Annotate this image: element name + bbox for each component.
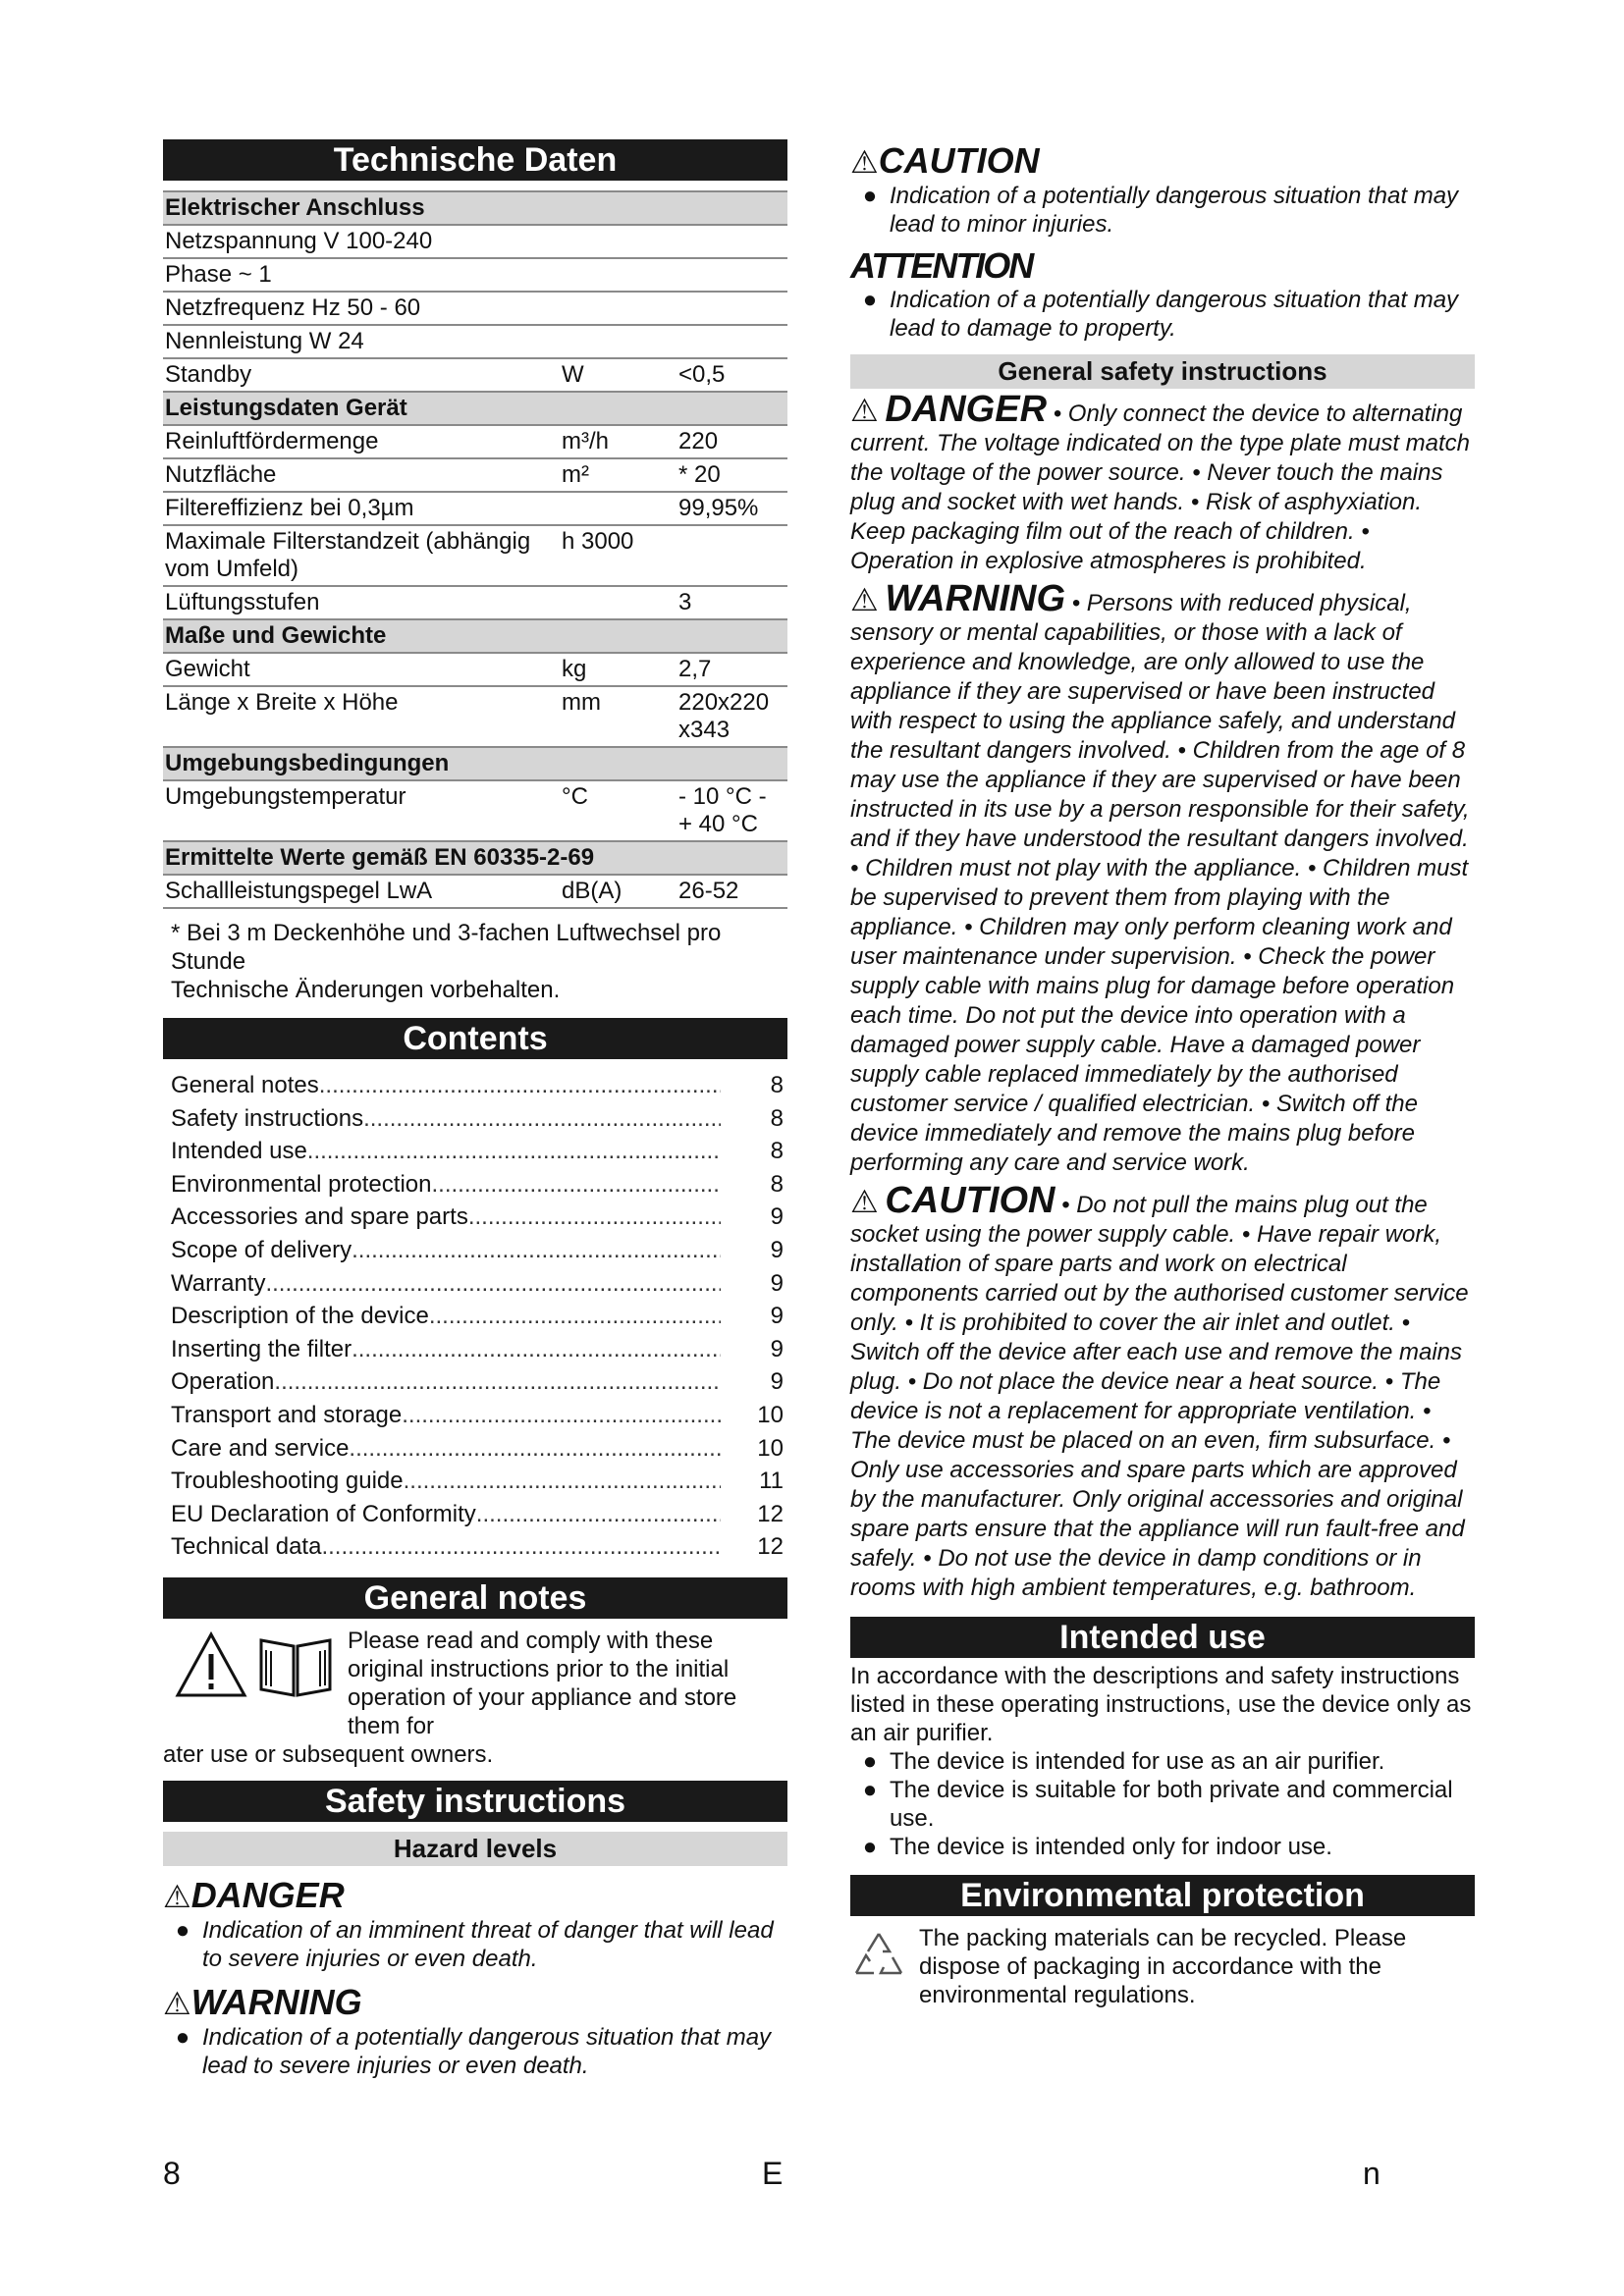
hazard-levels-heading: Hazard levels [163,1832,787,1866]
table-row [163,225,787,258]
contents-item[interactable] [163,1069,787,1102]
danger-level-item: ● Indication of an imminent threat of danger that will lead to severe injuries or even death. [175,1916,774,1972]
contents-item[interactable] [163,1201,787,1234]
contents-leader-dots [274,1365,721,1399]
contents-item-page: 12 [757,1533,784,1561]
environmental-text: The packing materials can be recycled. Please dispose of packaging in accordance with the environmental regulations. [919,1925,1407,2008]
page-number: 8 [163,2156,181,2191]
technische-daten-heading: Technische Daten [163,139,787,181]
caution-paragraph [850,1180,1475,1603]
contents-leader-dots [265,1267,721,1301]
table-cell: °C [560,780,677,841]
contents-item[interactable] [163,1102,787,1136]
table-cell [560,492,677,525]
contents-item-title: Operation [171,1368,275,1396]
contents-leader-dots [404,1465,721,1498]
table-row [163,586,787,619]
danger-keyword: DANGER [885,389,1048,430]
warning-paragraph [850,578,1475,1178]
caution-level-item: ● Indication of a potentially dangerous situation that may lead to minor injuries. [862,183,1459,238]
technische-daten-notes [171,919,787,1004]
table-cell [560,586,677,619]
table-cell: dB(A) [560,875,677,908]
contents-leader-dots [363,1102,721,1136]
table-row [163,458,787,492]
table-cell: Netzspannung V 100-240 [163,225,560,258]
contents-leader-dots [468,1201,721,1234]
table-cell: Nutzfläche [163,458,560,492]
contents-item-title: General notes [171,1072,319,1098]
table-cell: Phase ~ 1 [163,258,560,292]
language-letter-1: E [762,2156,784,2191]
contents-item-title: Environmental protection [171,1170,432,1198]
contents-item-page: 8 [770,1138,784,1165]
table-cell: Nennleistung W 24 [163,325,560,358]
caution-text: • Do not pull the mains plug out the socket using the power supply cable. • Have repair work, installation of spare parts and work on electrical components carried out by the authorised customer service only. • It is prohibited to cover the air inlet and outlet. • Switch off the device after each use and remove the mains plug. • Do not place the device near a heat source. • The device is not a replacement for appropriate ventilation. • The device must be placed on an even, firm subsurface. • Only use accessories and spare parts which are approved by the manufacturer. Only original accessories and original spare parts ensure that the appliance will run fault-free and safely. • Do not use the device in damp conditions or in rooms with high ambient temperatures, e.g. bathroom. [850,1192,1469,1601]
table-cell [677,325,787,358]
table-cell: - 10 °C - + 40 °C [677,780,787,841]
contents-leader-dots [352,1234,721,1267]
footnote: * Bei 3 m Deckenhöhe und 3-fachen Luftwechsel pro Stunde [171,920,722,975]
contents-item-page: 9 [770,1335,784,1362]
table-cell [560,292,677,325]
table-cell: Netzfrequenz Hz 50 - 60 [163,292,560,325]
table-cell [677,292,787,325]
table-cell: Lüftungsstufen [163,586,560,619]
section-title: Umgebungsbedingungen [163,747,787,780]
language-letter-2: n [1363,2156,1380,2191]
environmental-block [850,1924,1475,2009]
table-cell: 220x220 x343 [677,686,787,747]
contents-item-title: EU Declaration of Conformity [171,1500,476,1527]
warning-triangle-icon: ⚠ [850,393,879,428]
contents-item-page: 10 [757,1434,784,1462]
danger-text: • Only connect the device to alternating current. The voltage indicated on the type plate must match the voltage of the power source. • Never touch the mains plug and socket with wet hands. • Risk of asphyxiation. Keep packaging film out of the reach of children. • Operation in explosive atmospheres is prohibited. [850,400,1471,574]
table-cell: Standby [163,358,560,392]
contents-leader-dots [319,1069,721,1102]
contents-item[interactable] [163,1300,787,1333]
table-cell: 99,95% [677,492,787,525]
table-cell: Umgebungstemperatur [163,780,560,841]
warning-keyword: WARNING [885,578,1066,619]
table-cell: h 3000 [560,525,677,586]
contents-item[interactable] [163,1168,787,1201]
danger-level-title: ⚠DANGER [163,1874,345,1915]
contents-leader-dots [352,1333,721,1366]
attention-level-title: ATTENTION [850,245,1033,286]
table-cell [560,325,677,358]
contents-item-page: 8 [770,1170,784,1198]
contents-item-title: Accessories and spare parts [171,1203,468,1231]
table-cell: Schallleistungspegel LwA [163,875,560,908]
contents-item-page: 9 [770,1269,784,1297]
contents-item-title: Transport and storage [171,1401,403,1428]
left-column [163,139,787,2080]
general-notes-tail: ater use or subsequent owners. [163,1740,494,1768]
contents-item-page: 10 [757,1401,784,1428]
warning-triangle-icon: ⚠ [163,1985,191,2021]
contents-item-title: Scope of delivery [171,1236,352,1263]
warning-level-title: ⚠WARNING [163,1981,362,2022]
section-title: Ermittelte Werte gemäß EN 60335-2-69 [163,841,787,875]
table-cell: 26-52 [677,875,787,908]
manual-book-icon [257,1630,334,1699]
safety-instructions-heading: Safety instructions [163,1781,787,1822]
contents-item[interactable] [163,1432,787,1466]
table-row [163,525,787,586]
table-row [163,686,787,747]
contents-item-page: 9 [770,1236,784,1263]
contents-item[interactable] [163,1399,787,1432]
caution-level-title: ⚠CAUTION [850,140,1040,181]
general-notes-icons [163,1627,348,1740]
table-row [163,425,787,458]
table-row [163,875,787,908]
contents-item[interactable] [163,1135,787,1168]
table-cell: mm [560,686,677,747]
intended-use-item: ● The device is intended for use as an air purifier. [862,1748,1385,1775]
table-row [163,358,787,392]
general-safety-heading: General safety instructions [850,354,1475,389]
contents-leader-dots [349,1432,721,1466]
table-cell [677,258,787,292]
warning-triangle-icon: ⚠ [850,1184,879,1219]
table-row [163,258,787,292]
contents-leader-dots [321,1530,721,1564]
table-row [163,653,787,686]
contents-item-title: Safety instructions [171,1104,364,1132]
table-section-row [163,392,787,425]
table-cell: <0,5 [677,358,787,392]
environmental-protection-heading: Environmental protection [850,1875,1475,1916]
table-cell: Länge x Breite x Höhe [163,686,560,747]
contents-item-page: 12 [757,1500,784,1527]
danger-paragraph [850,389,1475,576]
table-cell [677,525,787,586]
table-cell: 3 [677,586,787,619]
table-section-row [163,841,787,875]
section-title: Elektrischer Anschluss [163,191,787,225]
contents-leader-dots [476,1498,721,1531]
intended-use-item: ● The device is suitable for both private and commercial use. [862,1777,1453,1832]
table-cell: 220 [677,425,787,458]
contents-item-page: 9 [770,1303,784,1330]
warning-level-item: ● Indication of a potentially dangerous situation that may lead to severe injuries or even death. [175,2023,772,2079]
section-title: Maße und Gewichte [163,619,787,653]
table-cell [560,258,677,292]
table-cell: m² [560,458,677,492]
contents-item[interactable] [163,1267,787,1301]
table-section-row [163,747,787,780]
warning-triangle-icon: ⚠ [850,144,879,180]
table-row [163,325,787,358]
warning-text: • Persons with reduced physical, sensory or mental capabilities, or those with a lack of experience and knowledge, are only allowed to use the appliance if they are supervised or have been instructed with respect to using the appliance safely, and understand the resultant dangers involved. • Children from the age of 8 may use the appliance if they are supervised or have been instructed in its use by a person responsible for their safety, and if they have understood the resultant dangers involved. • Children must not play with the appliance. • Children must be supervised to prevent them from playing with the appliance. • Children may only perform cleaning work and user maintenance under supervision. • Check the power supply cable with mains plug for damage before operation each time. Do not put the device into operation with a damaged power supply cable. Have a damaged power supply cable replaced immediately by the authorised customer service / qualified electrician. • Switch off the device immediately and remove the mains plug before performing any care and service work. [850,590,1470,1176]
contents-leader-dots [431,1168,721,1201]
contents-item[interactable] [163,1234,787,1267]
table-cell: 2,7 [677,653,787,686]
warning-triangle-icon: ⚠ [850,582,879,617]
section-title: Leistungsdaten Gerät [163,392,787,425]
table-cell: * 20 [677,458,787,492]
right-column [850,141,1475,2009]
general-notes-text: Please read and comply with these original instructions prior to the initial operation of your appliance and store them for [348,1627,737,1739]
contents-leader-dots [429,1300,721,1333]
contents-item-page: 9 [770,1203,784,1231]
table-row [163,780,787,841]
contents-item-page: 8 [770,1072,784,1098]
table-row [163,492,787,525]
table-section-row [163,619,787,653]
contents-item-title: Technical data [171,1533,322,1561]
table-cell: Filtereffizienz bei 0,3µm [163,492,560,525]
contents-item-page: 11 [759,1468,784,1495]
contents-item[interactable] [163,1365,787,1399]
general-notes-heading: General notes [163,1577,787,1619]
recycling-icon [850,1924,919,2009]
contents-list [163,1069,787,1564]
intended-use-intro: In accordance with the descriptions and safety instructions listed in these operating instructions, use the device only as an air purifier. [850,1663,1472,1746]
contents-item-title: Description of the device [171,1303,429,1330]
intended-use-heading: Intended use [850,1617,1475,1658]
contents-leader-dots [307,1135,721,1168]
table-cell: kg [560,653,677,686]
contents-item-title: Troubleshooting guide [171,1468,404,1495]
contents-item[interactable] [163,1498,787,1531]
warning-triangle-icon [175,1630,247,1699]
table-section-row [163,191,787,225]
contents-item-title: Warranty [171,1269,266,1297]
contents-item[interactable] [163,1465,787,1498]
contents-item[interactable] [163,1530,787,1564]
table-cell: m³/h [560,425,677,458]
contents-item-page: 8 [770,1104,784,1132]
contents-item-title: Inserting the filter [171,1335,352,1362]
changes-note: Technische Änderungen vorbehalten. [171,977,561,1003]
contents-item-title: Care and service [171,1434,350,1462]
table-cell: Reinluftfördermenge [163,425,560,458]
contents-item-page: 9 [770,1368,784,1396]
table-cell [560,225,677,258]
contents-heading: Contents [163,1018,787,1059]
warning-triangle-icon: ⚠ [163,1878,191,1914]
table-row [163,292,787,325]
table-cell: W [560,358,677,392]
caution-keyword: CAUTION [885,1180,1056,1221]
contents-leader-dots [402,1399,721,1432]
general-notes-block [163,1627,787,1740]
table-cell: Maximale Filterstandzeit (abhängig vom Umfeld) [163,525,560,586]
attention-level-item: ● Indication of a potentially dangerous situation that may lead to damage to property. [862,287,1459,342]
contents-item-title: Intended use [171,1138,307,1165]
contents-item[interactable] [163,1333,787,1366]
intended-use-item: ● The device is intended only for indoor use. [862,1834,1332,1860]
table-cell [677,225,787,258]
table-cell: Gewicht [163,653,560,686]
technische-daten-table [163,190,787,909]
